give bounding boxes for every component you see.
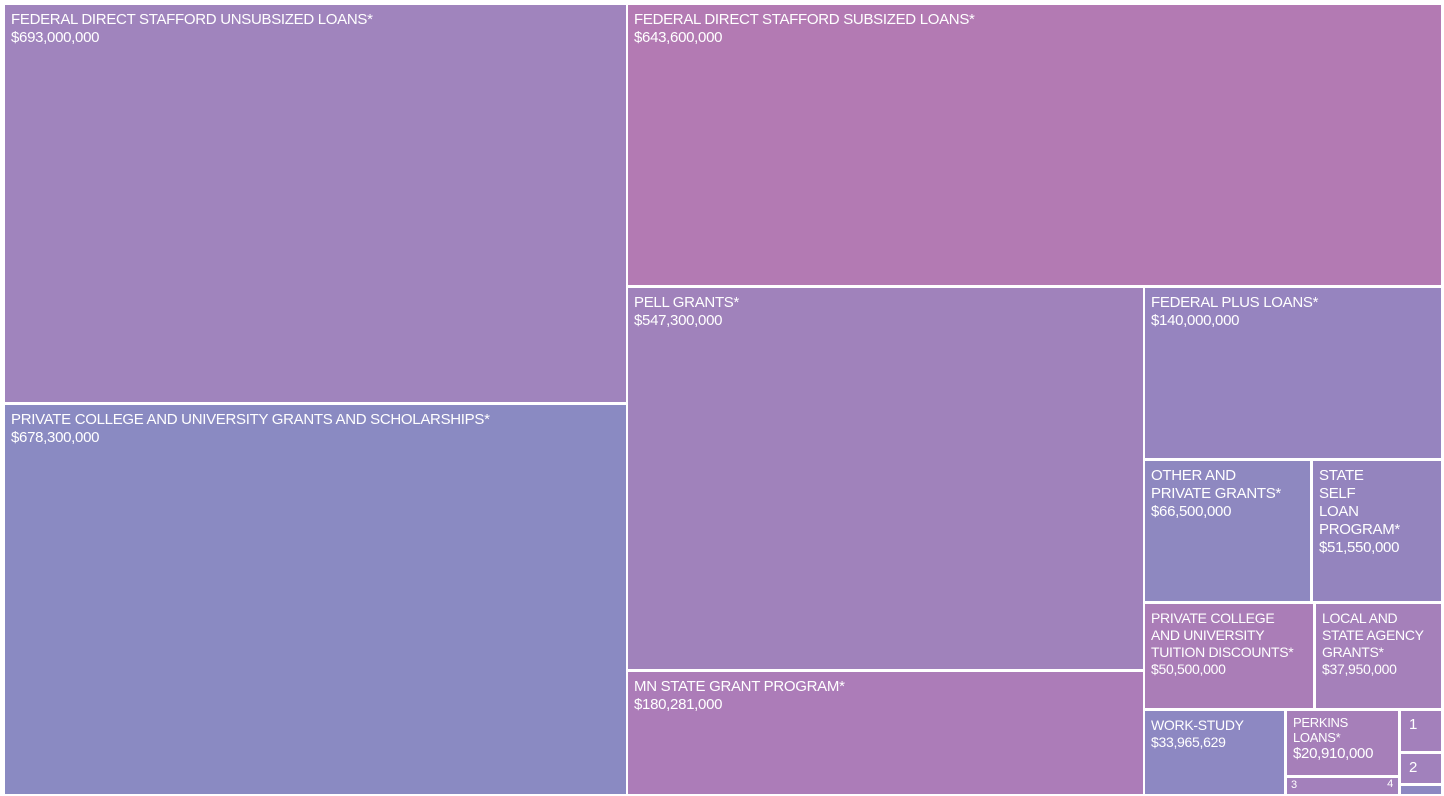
- treemap-tile-work-study: [1145, 711, 1284, 794]
- tile-label: PRIVATE COLLEGE AND UNIVERSITY GRANTS AND SCHOLARSHIPS*: [11, 411, 490, 428]
- tile-label: OTHER AND PRIVATE GRANTS*: [1151, 467, 1281, 502]
- tile-label: 2: [1409, 759, 1418, 776]
- tile-value: $50,500,000: [1151, 661, 1226, 677]
- tile-label: FEDERAL DIRECT STAFFORD UNSUBSIZED LOANS*: [11, 11, 373, 28]
- treemap-tile-other-and-private-grants: [1145, 461, 1310, 601]
- tile-value: $180,281,000: [634, 696, 723, 713]
- treemap-tile-perkins-loans: [1287, 711, 1398, 775]
- tile-label: 1: [1409, 716, 1418, 733]
- treemap-tile-unlabeled-16: [1401, 786, 1441, 794]
- tile-value: $643,600,000: [634, 29, 723, 46]
- tile-label: PRIVATE COLLEGE AND UNIVERSITY TUITION DISCOUNTS*: [1151, 610, 1294, 660]
- tile-label: 3: [1291, 779, 1297, 791]
- tile-value: $51,550,000: [1319, 539, 1400, 556]
- tile-label: WORK-STUDY: [1151, 717, 1244, 733]
- tile-value: $678,300,000: [11, 429, 100, 446]
- treemap-tile-private-college-and-university-grants-and-scholarships: [5, 405, 626, 794]
- tile-label: FEDERAL PLUS LOANS*: [1151, 294, 1319, 311]
- tile-label: PELL GRANTS*: [634, 294, 740, 311]
- tile-label: FEDERAL DIRECT STAFFORD SUBSIZED LOANS*: [634, 11, 975, 28]
- treemap-tile-private-college-and-university-tuition-discounts: [1145, 604, 1313, 708]
- treemap-tile-federal-direct-stafford-unsubsized-loans: [5, 5, 626, 402]
- tile-value: $693,000,000: [11, 29, 100, 46]
- tile-value: $37,950,000: [1322, 661, 1397, 677]
- tile-value: $140,000,000: [1151, 312, 1240, 329]
- treemap-tile-state-self-loan-program: [1313, 461, 1441, 601]
- treemap-tile-mn-state-grant-program: [628, 672, 1143, 794]
- tile-value: $20,910,000: [1293, 745, 1374, 762]
- treemap-tile-local-and-state-agency-grants: [1316, 604, 1441, 708]
- tile-label: MN STATE GRANT PROGRAM*: [634, 678, 845, 695]
- tile-label: PERKINS LOANS*: [1293, 715, 1348, 745]
- treemap-tile-1: [1401, 711, 1441, 751]
- tile-value: $66,500,000: [1151, 503, 1232, 520]
- tile-label: STATE SELF LOAN PROGRAM*: [1319, 467, 1400, 538]
- treemap-tile-2: [1401, 754, 1441, 783]
- tile-value: $33,965,629: [1151, 734, 1226, 750]
- treemap-tile-federal-direct-stafford-subsized-loans: [628, 5, 1441, 285]
- treemap-tile-pell-grants: [628, 288, 1143, 669]
- treemap-tile-3: [1287, 778, 1395, 794]
- tile-value: $547,300,000: [634, 312, 723, 329]
- tile-label: 4: [1387, 778, 1393, 790]
- tile-label: LOCAL AND STATE AGENCY GRANTS*: [1322, 610, 1424, 660]
- treemap-tile-4: [1395, 778, 1398, 794]
- treemap-tile-federal-plus-loans: [1145, 288, 1441, 458]
